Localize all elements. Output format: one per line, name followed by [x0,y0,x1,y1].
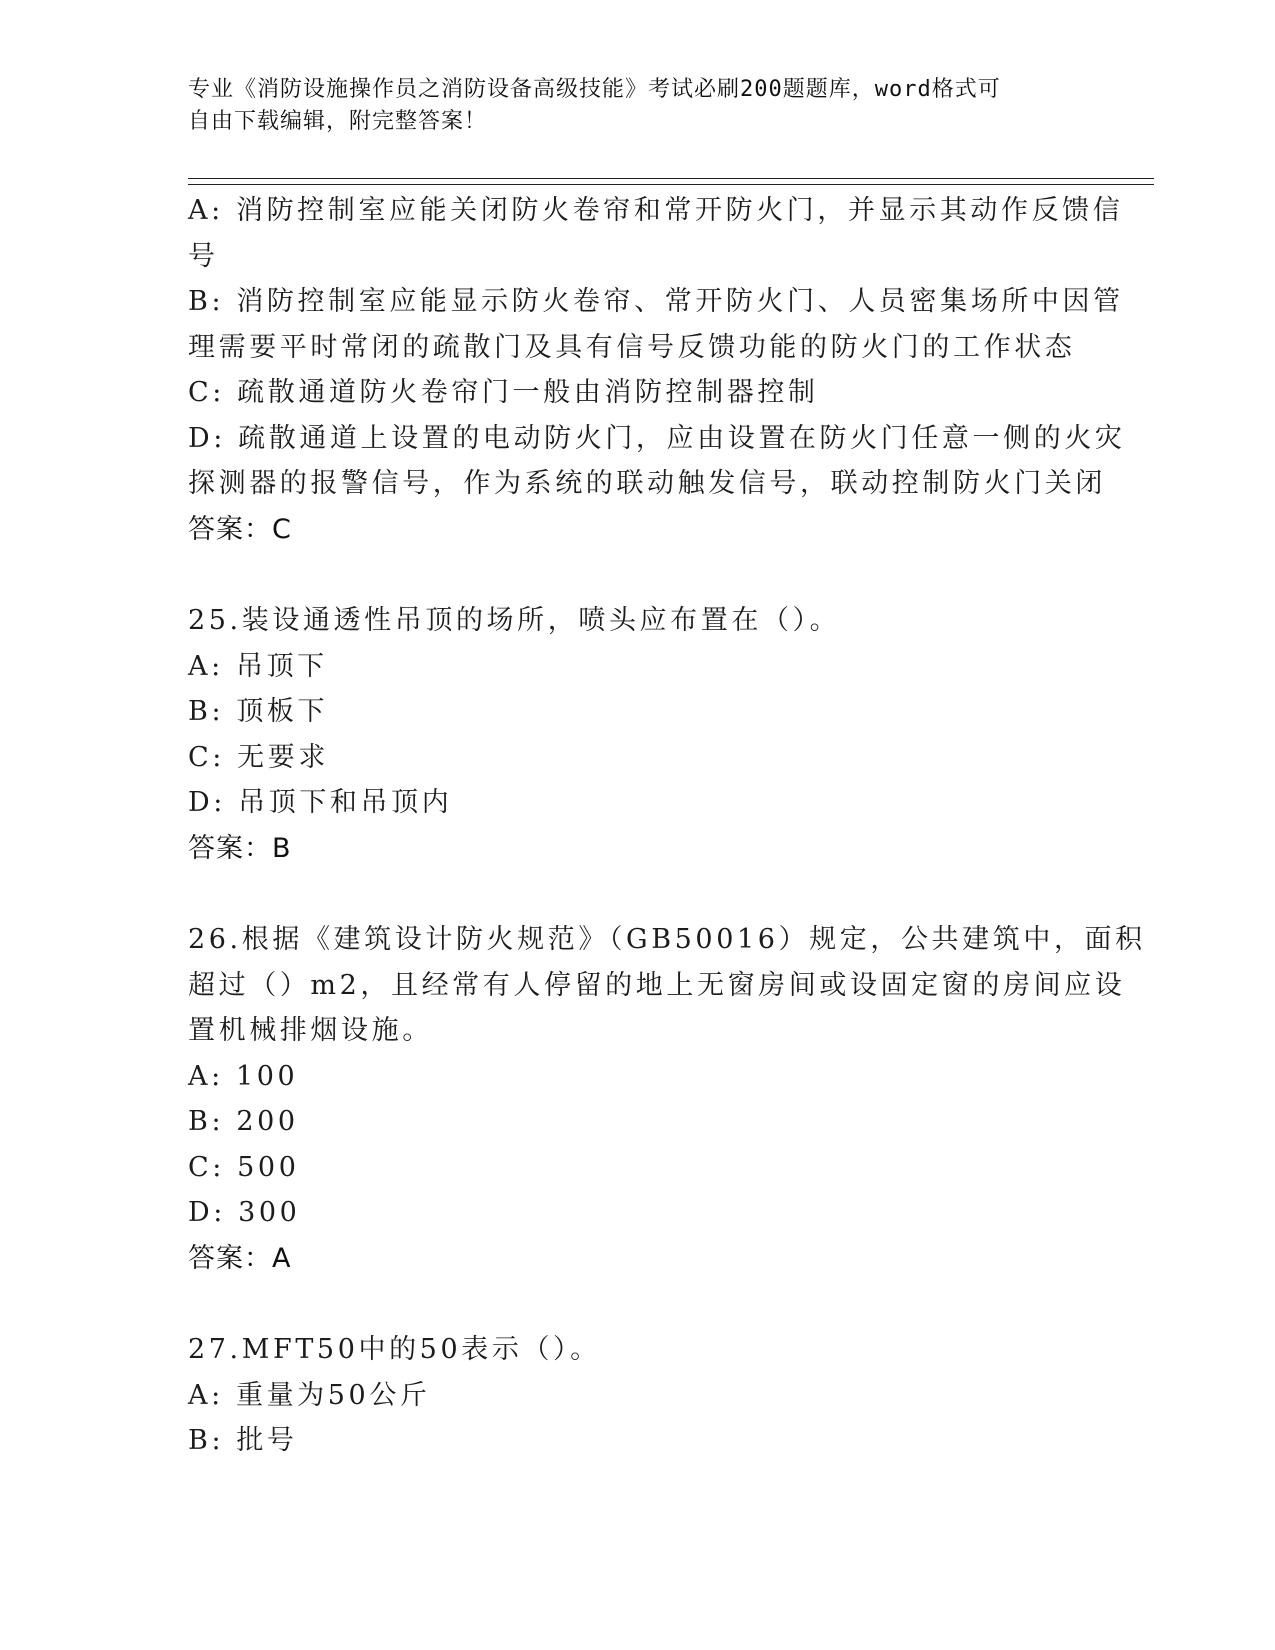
option-line: A: 消防控制室应能关闭防火卷帘和常开防火门，并显示其动作反馈信 [188,195,1124,226]
option-c: C: 500 [188,1151,300,1183]
option-line: C: 疏散通道防火卷帘门一般由消防控制器控制 [188,377,819,408]
header-line-1: 专业《消防设施操作员之消防设备高级技能》考试必刷200题题库，word格式可 [188,77,1001,102]
answer-line: 答案：C [188,513,292,545]
header-line-2: 自由下载编辑，附完整答案！ [188,109,488,134]
question-text: 25.装设通透性吊顶的场所，喷头应布置在（）。 [188,605,841,636]
option-a: A: 重量为50公斤 [188,1379,431,1411]
option-a: A: 吊顶下 [188,650,328,682]
header-divider-bottom [188,184,1154,185]
answer-line: 答案：B [188,832,292,864]
question-text: 置机械排烟设施。 [188,1015,433,1046]
option-d: D: 吊顶下和吊顶内 [188,787,453,818]
document-header [188,74,1088,138]
option-b: B: 200 [188,1106,299,1137]
option-b: B: 批号 [188,1425,298,1456]
option-line: 探测器的报警信号，作为系统的联动触发信号，联动控制防火门关闭 [188,468,1106,499]
question-block-27 [188,1327,1088,1464]
spacer [188,871,1088,917]
option-a: A: 100 [188,1060,299,1092]
question-block-26 [188,917,1146,1281]
question-text: 超过（）m2，且经常有人停留的地上无窗房间或设固定窗的房间应设 [188,969,1126,1001]
option-line: 号 [188,240,219,272]
option-line: D: 疏散通道上设置的电动防火门，应由设置在防火门任意一侧的火灾 [188,422,1126,454]
question-block-25 [188,598,1088,871]
question-block-24 [188,188,1126,552]
question-text: 26.根据《建筑设计防火规范》（GB50016）规定，公共建筑中，面积 [188,924,1146,955]
option-line: 理需要平时常闭的疏散门及具有信号反馈功能的防火门的工作状态 [188,331,1076,363]
option-b: B: 顶板下 [188,696,329,727]
option-c: C: 无要求 [188,741,329,773]
spacer [188,1281,1088,1327]
question-text: 27.MFT50中的50表示（）。 [188,1334,601,1365]
question-list [188,188,1146,1464]
option-line: B: 消防控制室应能显示防火卷帘、常开防火门、人员密集场所中因管 [188,286,1124,317]
spacer [188,552,1088,598]
header-divider-top [188,178,1154,179]
answer-line: 答案：A [188,1242,292,1274]
option-d: D: 300 [188,1197,301,1228]
